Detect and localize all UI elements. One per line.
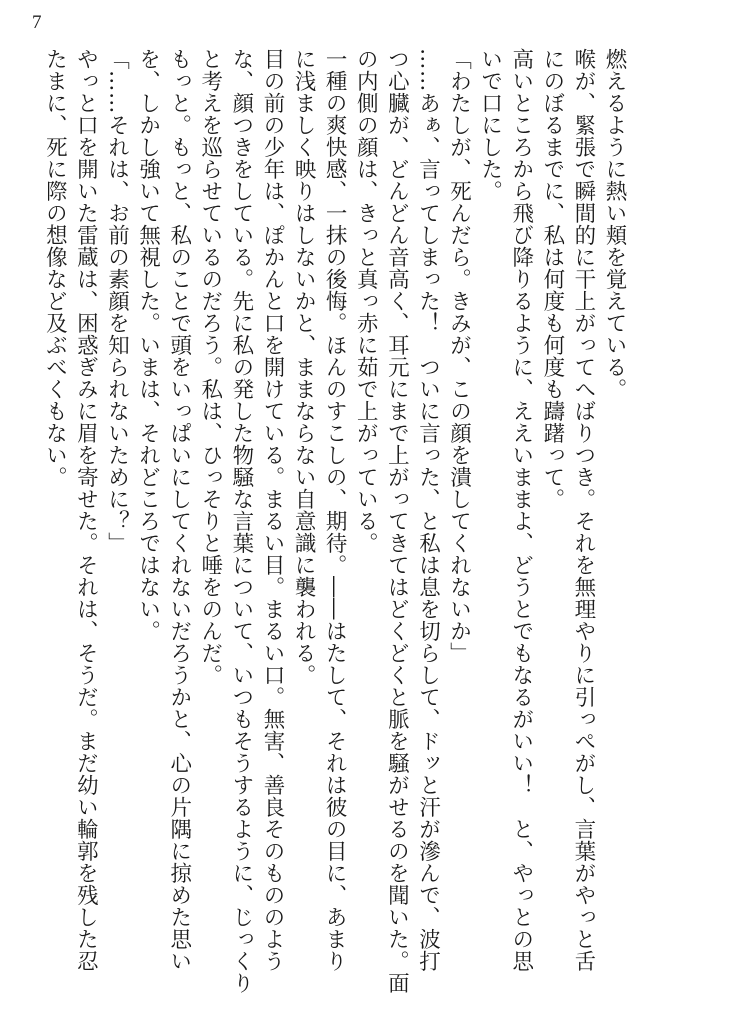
text-line: 「わたしが、死んだら。きみが、この顔を潰してくれないか」 <box>446 48 472 664</box>
text-line: にのぼるまでに、私は何度も何度も躊躇って。 <box>539 48 565 510</box>
text-line: 燃えるように熱い頬を覚えている。 <box>602 48 627 400</box>
text-line: 「……それは、お前の素顔を知られないために？」 <box>104 48 130 554</box>
text-line: やっと口を開いた雷蔵は、困惑ぎみに眉を寄せた。それは、そうだ。まだ幼い輪郭を残した忍 <box>73 48 99 972</box>
text-line: ……あぁ、言ってしまった！ ついに言った、と私は息を切らして、ドッと汗が滲んで、波打 <box>415 48 441 972</box>
text-line: たまに、死に際の想像など及ぶべくもない。 <box>42 48 68 488</box>
text-line: を、しかし強いて無視した。いまは、それどころではない。 <box>135 48 161 642</box>
text-line: もっと。もっと、私のことで頭をいっぱいにしてくれないだろうかと、心の片隅に掠めた思い <box>166 48 192 972</box>
text-line: 喉が、緊張で瞬間的に干上がってへばりつき。それを無理やりに引っぺがし、言葉がやっと舌 <box>570 48 596 972</box>
body-text <box>42 48 630 994</box>
text-line: な、顔つきをしている。先に私の発した物騒な言葉について、いつもそうするように、じっくり <box>228 48 254 994</box>
text-line: 一種の爽快感、一抹の後悔。ほんのすこしの、期待。――はたして、それは彼の目に、あまり <box>322 48 348 972</box>
page-number: 7 <box>32 12 42 33</box>
text-line: いで口にした。 <box>477 48 503 202</box>
text-line: 高いところから飛び降りるように、ええいままよ、どうとでもなるがいい！ と、やっとの思 <box>508 48 534 972</box>
text-line: の内側の顔は、きっと真っ赤に茹で上がっている。 <box>353 48 379 554</box>
text-line: に浅ましく映りはしないかと、ままならない自意識に襲われる。 <box>291 48 317 686</box>
text-line: つ心臓が、どんどん音高く、耳元にまで上がってきてはどくどくと脈を騒がせるのを聞いた。面 <box>384 48 410 994</box>
text-line: と考えを巡らせているのだろう。私は、ひっそりと唾をのんだ。 <box>197 48 223 686</box>
text-line: 目の前の少年は、ぽかんと口を開けている。まるい目。まるい口。無害、善良そのもののよう <box>259 48 285 972</box>
